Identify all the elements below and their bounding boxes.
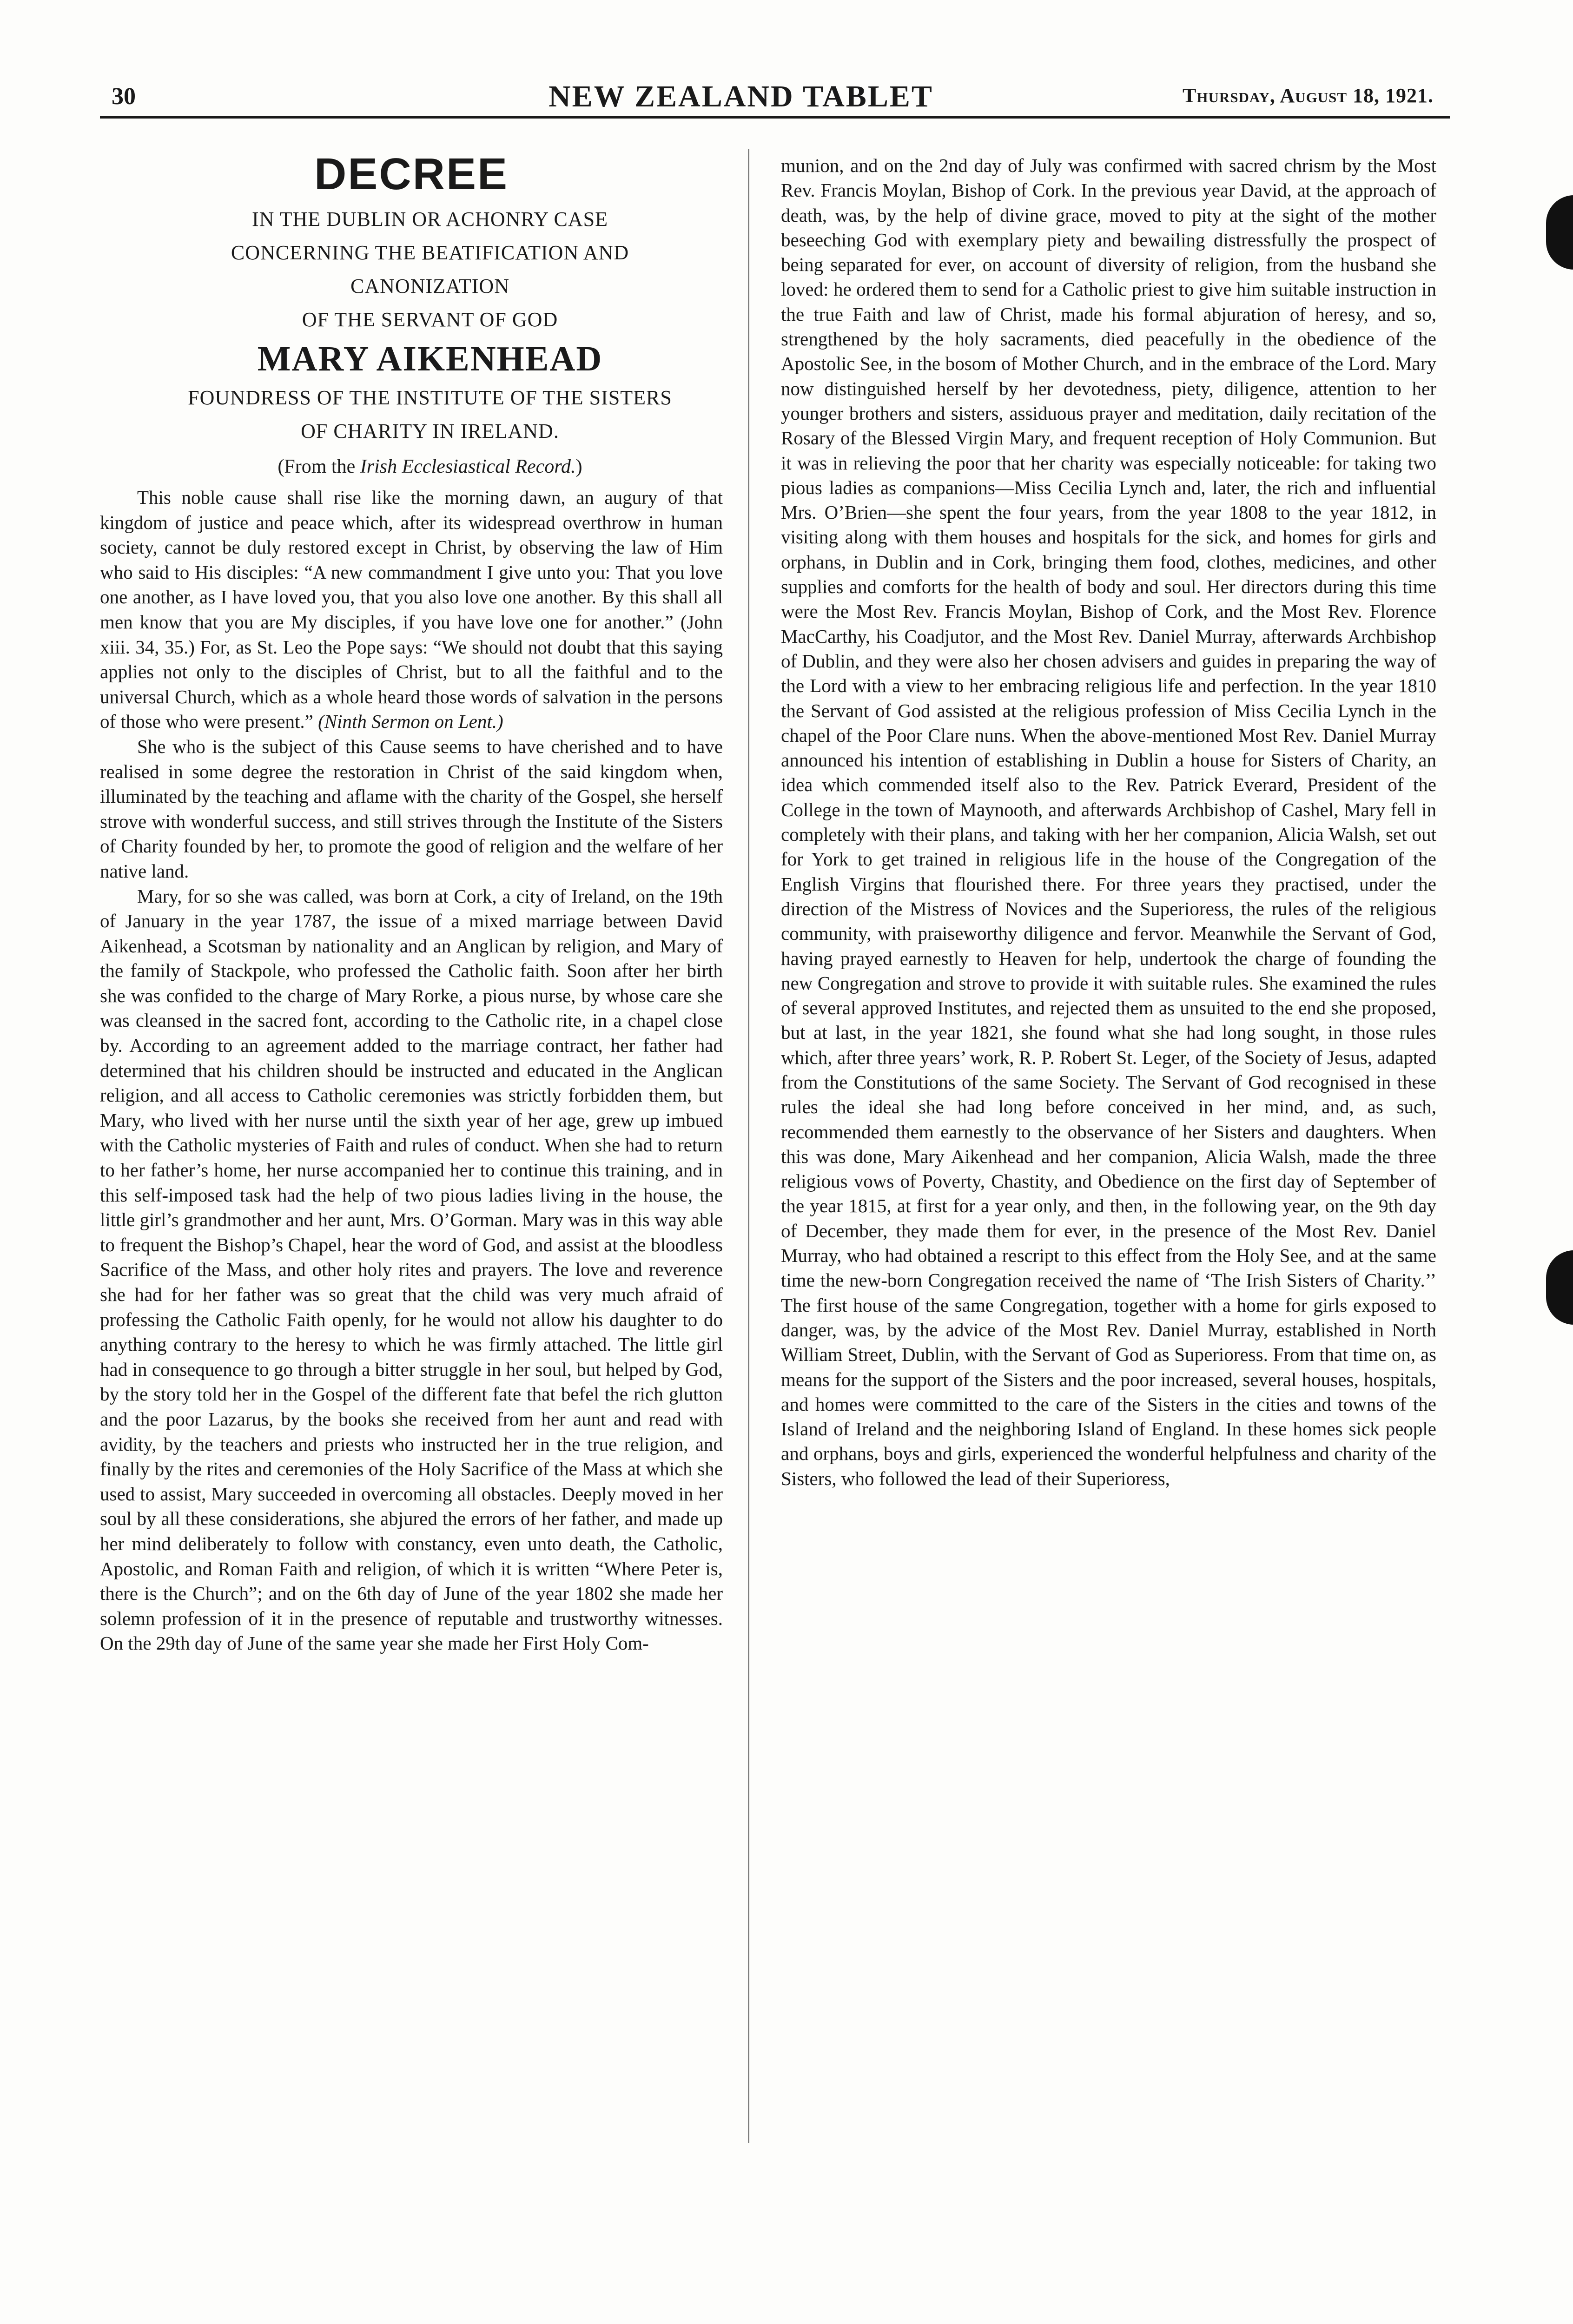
page-number: 30 bbox=[112, 83, 136, 110]
article-paragraph: munion, and on the 2nd day of July was confirmed with sacred chrism by the Most Rev. Francis Moylan, Bishop of Cork. In the previous year David, at the approach of death, was, by the help of divine grace, moved to pity at the sight of the mother beseeching God with exemplary piety and bewailing distressfully the prospect of being separated for ever, on account of diversity of religion, from the husband she loved: he ordered them to send for a Catholic priest to give him suitable instruction in the true Faith and law of Christ, made his formal abjuration of heresy, and so, strengthened by the holy sacraments, died peacefully in the obedience of the Apostolic See, in the bosom of Mother Church, and in the embrace of the Lord. Mary now distinguished herself by her devotedness, piety, diligence, attention to her younger brothers and sisters, assiduous prayer and meditation, daily recitation of the Rosary of the Blessed Virgin Mary, and frequent reception of Holy Communion. But it was in relieving the poor that her charity was especially noticeable: for taking two pious ladies as companions—Miss Cecilia Lynch and, later, the rich and influential Mrs. O’Brien—she spent the four years, from the year 1808 to the year 1812, in visiting along with them houses and hospitals for the sick, and homes for girls and orphans, in Dublin and in Cork, bringing them food, clothes, medicines, and other supplies and comforts for the health of body and soul. Her directors during this time were the Most Rev. Francis Moylan, Bishop of Cork, and the Most Rev. Florence MacCarthy, his Coadjutor, and the Most Rev. Daniel Murray, afterwards Archbishop of Dublin, and they were also her chosen advisers and guides in preparing the way of the Lord with a view to her embracing religious life and perfection. In the year 1810 the Servant of God assisted at the religious profession of Miss Cecilia Lynch in the chapel of the Poor Clare nuns. When the above-mentioned Most Rev. Daniel Murray announced his intention of establishing in Dublin a house for Sisters of Charity, an idea which commended itself also to the Rev. Patrick Everard, President of the College in the town of Maynooth, and afterwards Archbishop of Cashel, Mary fell in completely with their plans, and taking with her her companion, Alicia Walsh, set out for York to get trained in religious life in the house of the Congregation of the English Virgins that flourished there. For three years they practised, under the direction of the Mistress of Novices and the Superioress, the rules of the religious community, with praiseworthy diligence and fervor. Meanwhile the Servant of God, having prayed earnestly to Heaven for help, undertook the charge of founding the new Congregation and strove to provide it with suitable rules. She examined the rules of several approved Institutes, and rejected them as unsuited to the end she proposed, but at last, in the year 1821, she found what she had long sought, in those rules which, after three years’ work, R. P. Robert St. Leger, of the Society of Jesus, adapted from the Constitutions of the same Society. The Servant of God recognised in these rules the ideal she had long before conceived in her mind, and, as such, recommended them earnestly to the observance of her Sisters and daughters. When this was done, Mary Aikenhead and her companion, Alicia Walsh, made the three religious vows of Poverty, Chastity, and Obedience on the first day of September of the year 1815, at first for a year only, and then, in the following year, on the 9th day of December, they made them for ever, in the presence of the Most Rev. Daniel Murray, who had obtained a rescript to this effect from the Holy See, and at the same time the new-born Congregation received the name of ‘The Irish Sisters of Charity.’’ The first house of the same Congregation, together with a home for girls exposed to danger, was, by the advice of the Most Rev. Daniel Murray, established in North William Street, Dublin, with the Servant of God as Superioress. From that time on, as means for the support of the Sisters and the poor increased, several houses, hospitals, and homes were committed to the care of the Sisters in the cities and towns of the Island of Ireland and the neighboring Island of England. In these homes sick people and orphans, boys and girls, experienced the wonderful helpfulness and charity of the Sisters, who followed the lead of their Superioress, bbox=[781, 155, 1436, 1489]
binding-punch-mark bbox=[1546, 195, 1573, 270]
subtitle-line: OF THE SERVANT OF GOD bbox=[302, 308, 558, 331]
source-journal: Irish Ecclesiastical Record. bbox=[360, 456, 576, 477]
subtitle-line: CANONIZATION bbox=[350, 275, 509, 297]
issue-date: Thursday, August 18, 1921. bbox=[1183, 84, 1434, 107]
binding-punch-mark bbox=[1546, 1250, 1573, 1325]
foundress-line: OF CHARITY IN IRELAND. bbox=[301, 420, 559, 442]
header-rule bbox=[100, 116, 1450, 119]
article-paragraph: This noble cause shall rise like the morning dawn, an augury of that kingdom of justice and peace which, after its widespread overthrow in human society, cannot be duly restored except in Christ, by observing the law of Him who said to His disciples: “A new commandment I give unto you: That you love one another, as I have loved you, that you also love one another. By this shall all men know that you are My disciples, if you have love one for another.” (John xiii. 34, 35.) For, as St. Leo the Pope says: “We should not doubt that this saying applies not only to the disciples of Christ, but to all the faithful and to the universal Church, which as a whole heard those words of salvation in the persons of those who were present.” (Ninth Sermon on Lent.) bbox=[100, 487, 723, 733]
article-column-left bbox=[100, 149, 723, 1656]
article-paragraph: Mary, for so she was called, was born at Cork, a city of Ireland, on the 19th of January in the year 1787, the issue of a mixed marriage between David Aikenhead, a Scotsman by nationality and an Anglican by religion, and Mary of the family of Stackpole, who professed the Catholic faith. Soon after her birth she was confided to the charge of Mary Rorke, a pious nurse, by whose care she was cleansed in the sacred font, according to the Catholic rite, in a chapel close by. According to an agreement added to the marriage contract, her father had determined that his children should be instructed and educated in the Anglican religion, and all access to Catholic ceremonies was strictly forbidden them, but Mary, who lived with her nurse until the sixth year of her age, grew up imbued with the Catholic mysteries of Faith and rules of conduct. When she had to return to her father’s home, her nurse accompanied her to continue this training, and in this self-imposed task had the help of two pious ladies living in the house, the little girl’s grandmother and her aunt, Mrs. O’Gorman. Mary was in this way able to frequent the Bishop’s Chapel, hear the word of God, and assist at the bloodless Sacrifice of the Mass, and other holy rites and prayers. The love and reverence she had for her father was so great that the child was very much afraid of professing the Catholic Faith openly, for he would not allow his daughter to do anything contrary to the heresy to which he was firmly attached. The little girl had in consequence to go through a bitter struggle in her soul, but helped by God, by the story told her in the Gospel of the different fate that befel the rich glutton and the poor Lazarus, by the books she received from her aunt and read with avidity, by the teachers and priests who instructed her in the true religion, and finally by the rites and ceremonies of the Holy Sacrifice of the Mass at which she used to assist, Mary succeeded in overcoming all obstacles. Deeply moved in her soul by all these considerations, she abjured the errors of her father, and made up her mind deliberately to follow with constancy, even unto death, the Catholic, Apostolic, and Roman Faith and religion, of which it is written “Where Peter is, there is the Church”; and on the 6th day of June of the year 1802 she made her solemn profession of it in the presence of reputable and trustworthy witnesses. On the 29th day of June of the same year she made her First Holy Com- bbox=[100, 885, 723, 1654]
citation: (Ninth Sermon on Lent.) bbox=[318, 711, 503, 733]
article-title: DECREE bbox=[314, 149, 509, 199]
subtitle-line: CONCERNING THE BEATIFICATION AND bbox=[231, 241, 629, 264]
source-credit: (From the Irish Ecclesiastical Record.) bbox=[278, 456, 582, 477]
subtitle-line: IN THE DUBLIN OR ACHONRY CASE bbox=[251, 208, 608, 231]
publication-title: NEW ZEALAND TABLET bbox=[549, 79, 933, 113]
foundress-line: FOUNDRESS OF THE INSTITUTE OF THE SISTERS bbox=[188, 386, 672, 409]
article-paragraph: She who is the subject of this Cause seems to have cherished and to have realised in some degree the restoration in Christ of the said kingdom when, illuminated by the teaching and aflame with the charity of the Gospel, she herself strove with wonderful success, and still strives through the Institute of the Sisters of Charity founded by her, to promote the good of religion and the welfare of her native land. bbox=[100, 735, 723, 882]
article-column-right bbox=[781, 153, 1436, 1491]
servant-name: MARY AIKENHEAD bbox=[257, 339, 603, 378]
column-divider bbox=[748, 149, 749, 2143]
